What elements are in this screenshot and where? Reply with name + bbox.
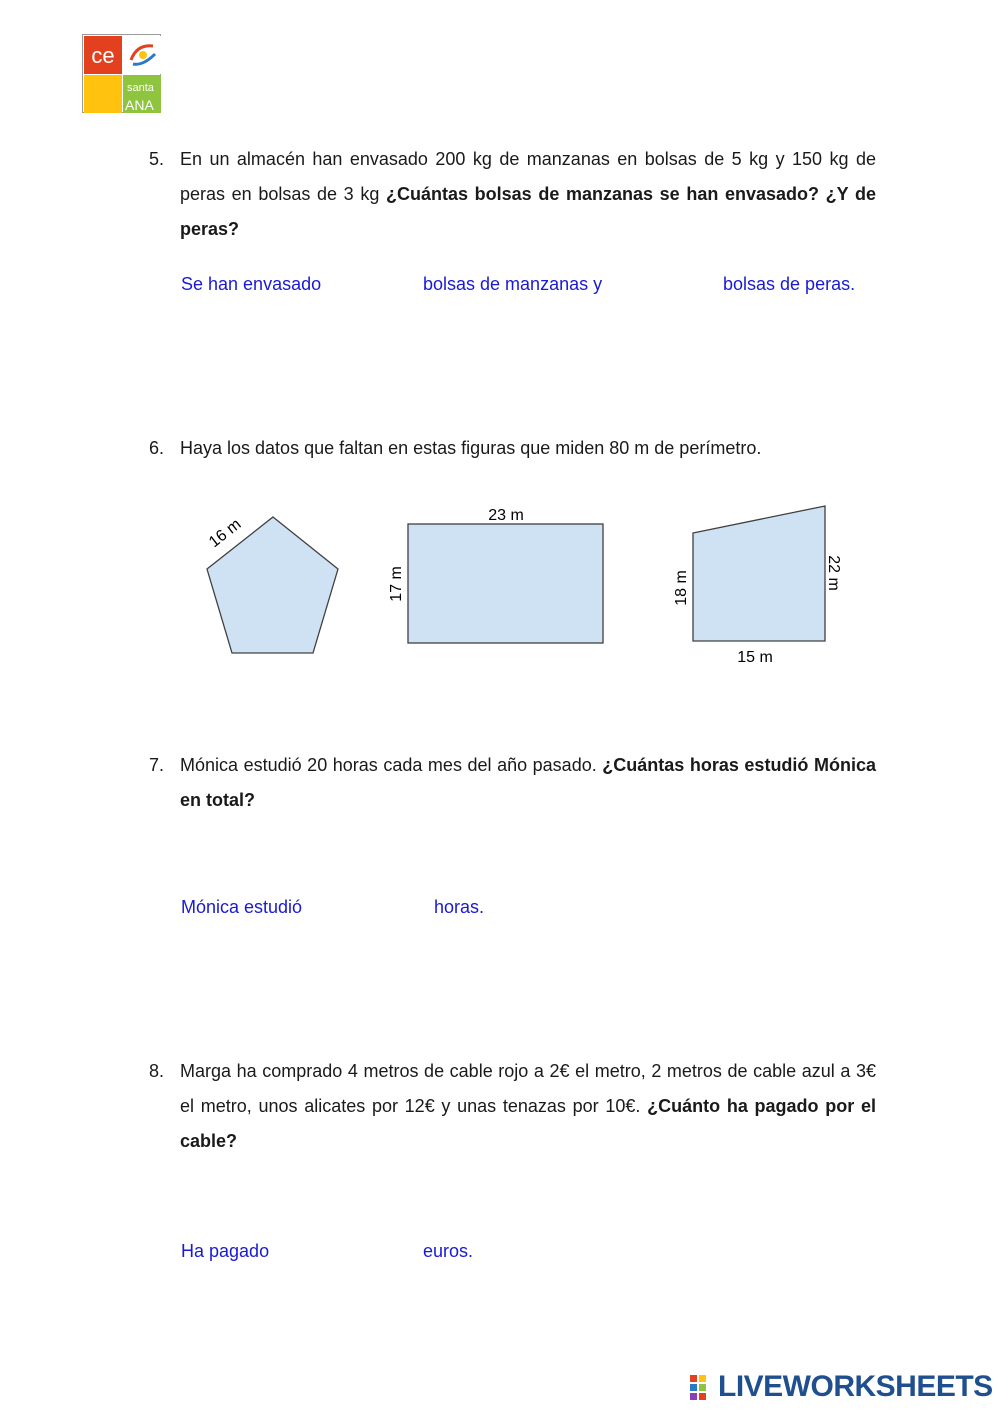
q5-text-normal: En un almacén han envasado 200 kg de manzanas en bolsas de 5 kg y 150 kg de peras en bolsas de 3 kg: [180, 149, 876, 204]
q7-number: 7.: [149, 755, 165, 775]
q8-answer-part-1: Ha pagado: [181, 1241, 270, 1261]
q8-answer-part-2: euros.: [423, 1241, 474, 1261]
q8-text-normal: Marga ha comprado 4 metros de cable rojo a 2€ el metro, 2 metros de cable azul a 3€ el metro, unos alicates por 12€ y unas tenazas por 10€.: [180, 1061, 876, 1116]
trapezoid-left-label: 18 m: [673, 570, 690, 606]
logo-ce: ce: [84, 36, 122, 74]
q7-answer-part-1: Mónica estudió: [181, 897, 303, 917]
q8-number: 8.: [149, 1061, 165, 1081]
q7-answer-part-2: horas.: [434, 897, 485, 917]
q5-text-bold: ¿Cuántas bolsas de manzanas se han envasado? ¿Y de peras?: [180, 184, 876, 239]
q5-answer-part-3: bolsas de peras.: [723, 274, 856, 294]
q6-text-normal: Haya los datos que faltan en estas figuras que miden 80 m de perímetro.: [180, 438, 762, 458]
q5-answer-part-1: Se han envasado: [181, 274, 322, 294]
brand-square-icon: [690, 1384, 697, 1391]
rectangle-side-label: 17 m: [388, 566, 405, 602]
trapezoid-right-label: 22 m: [825, 555, 842, 591]
q8-text: [180, 1054, 876, 1159]
q7-text-normal: Mónica estudió 20 horas cada mes del año pasado.: [180, 755, 603, 775]
trapezoid-bottom-label: 15 m: [737, 649, 773, 666]
rectangle-top-label: 23 m: [488, 507, 524, 524]
q8-text-bold: ¿Cuánto ha pagado por el cable?: [180, 1096, 876, 1151]
pentagon-side-label: 16 m: [205, 515, 245, 552]
brand-square-icon: [690, 1375, 697, 1382]
q6-number: 6.: [149, 438, 165, 458]
trapezoid-figure: [673, 506, 842, 666]
logo-santa: santa: [127, 82, 154, 94]
q5-answer-part-2: bolsas de manzanas y: [423, 274, 603, 294]
brand-square-icon: [690, 1393, 697, 1400]
q7-text: [180, 748, 876, 818]
q5-number: 5.: [149, 149, 165, 169]
brand-square-icon: [699, 1384, 706, 1391]
brand-square-icon: [699, 1393, 706, 1400]
rectangle-figure: [388, 507, 603, 643]
brand-text: LIVEWORKSHEETS: [718, 1370, 993, 1403]
q6-figures: [0, 0, 999, 700]
logo-ana: ANA: [125, 97, 154, 113]
brand-square-icon: [699, 1375, 706, 1382]
pentagon-figure: [206, 516, 338, 653]
q7-text-bold: ¿Cuántas horas estudió Mónica en total?: [180, 755, 876, 810]
